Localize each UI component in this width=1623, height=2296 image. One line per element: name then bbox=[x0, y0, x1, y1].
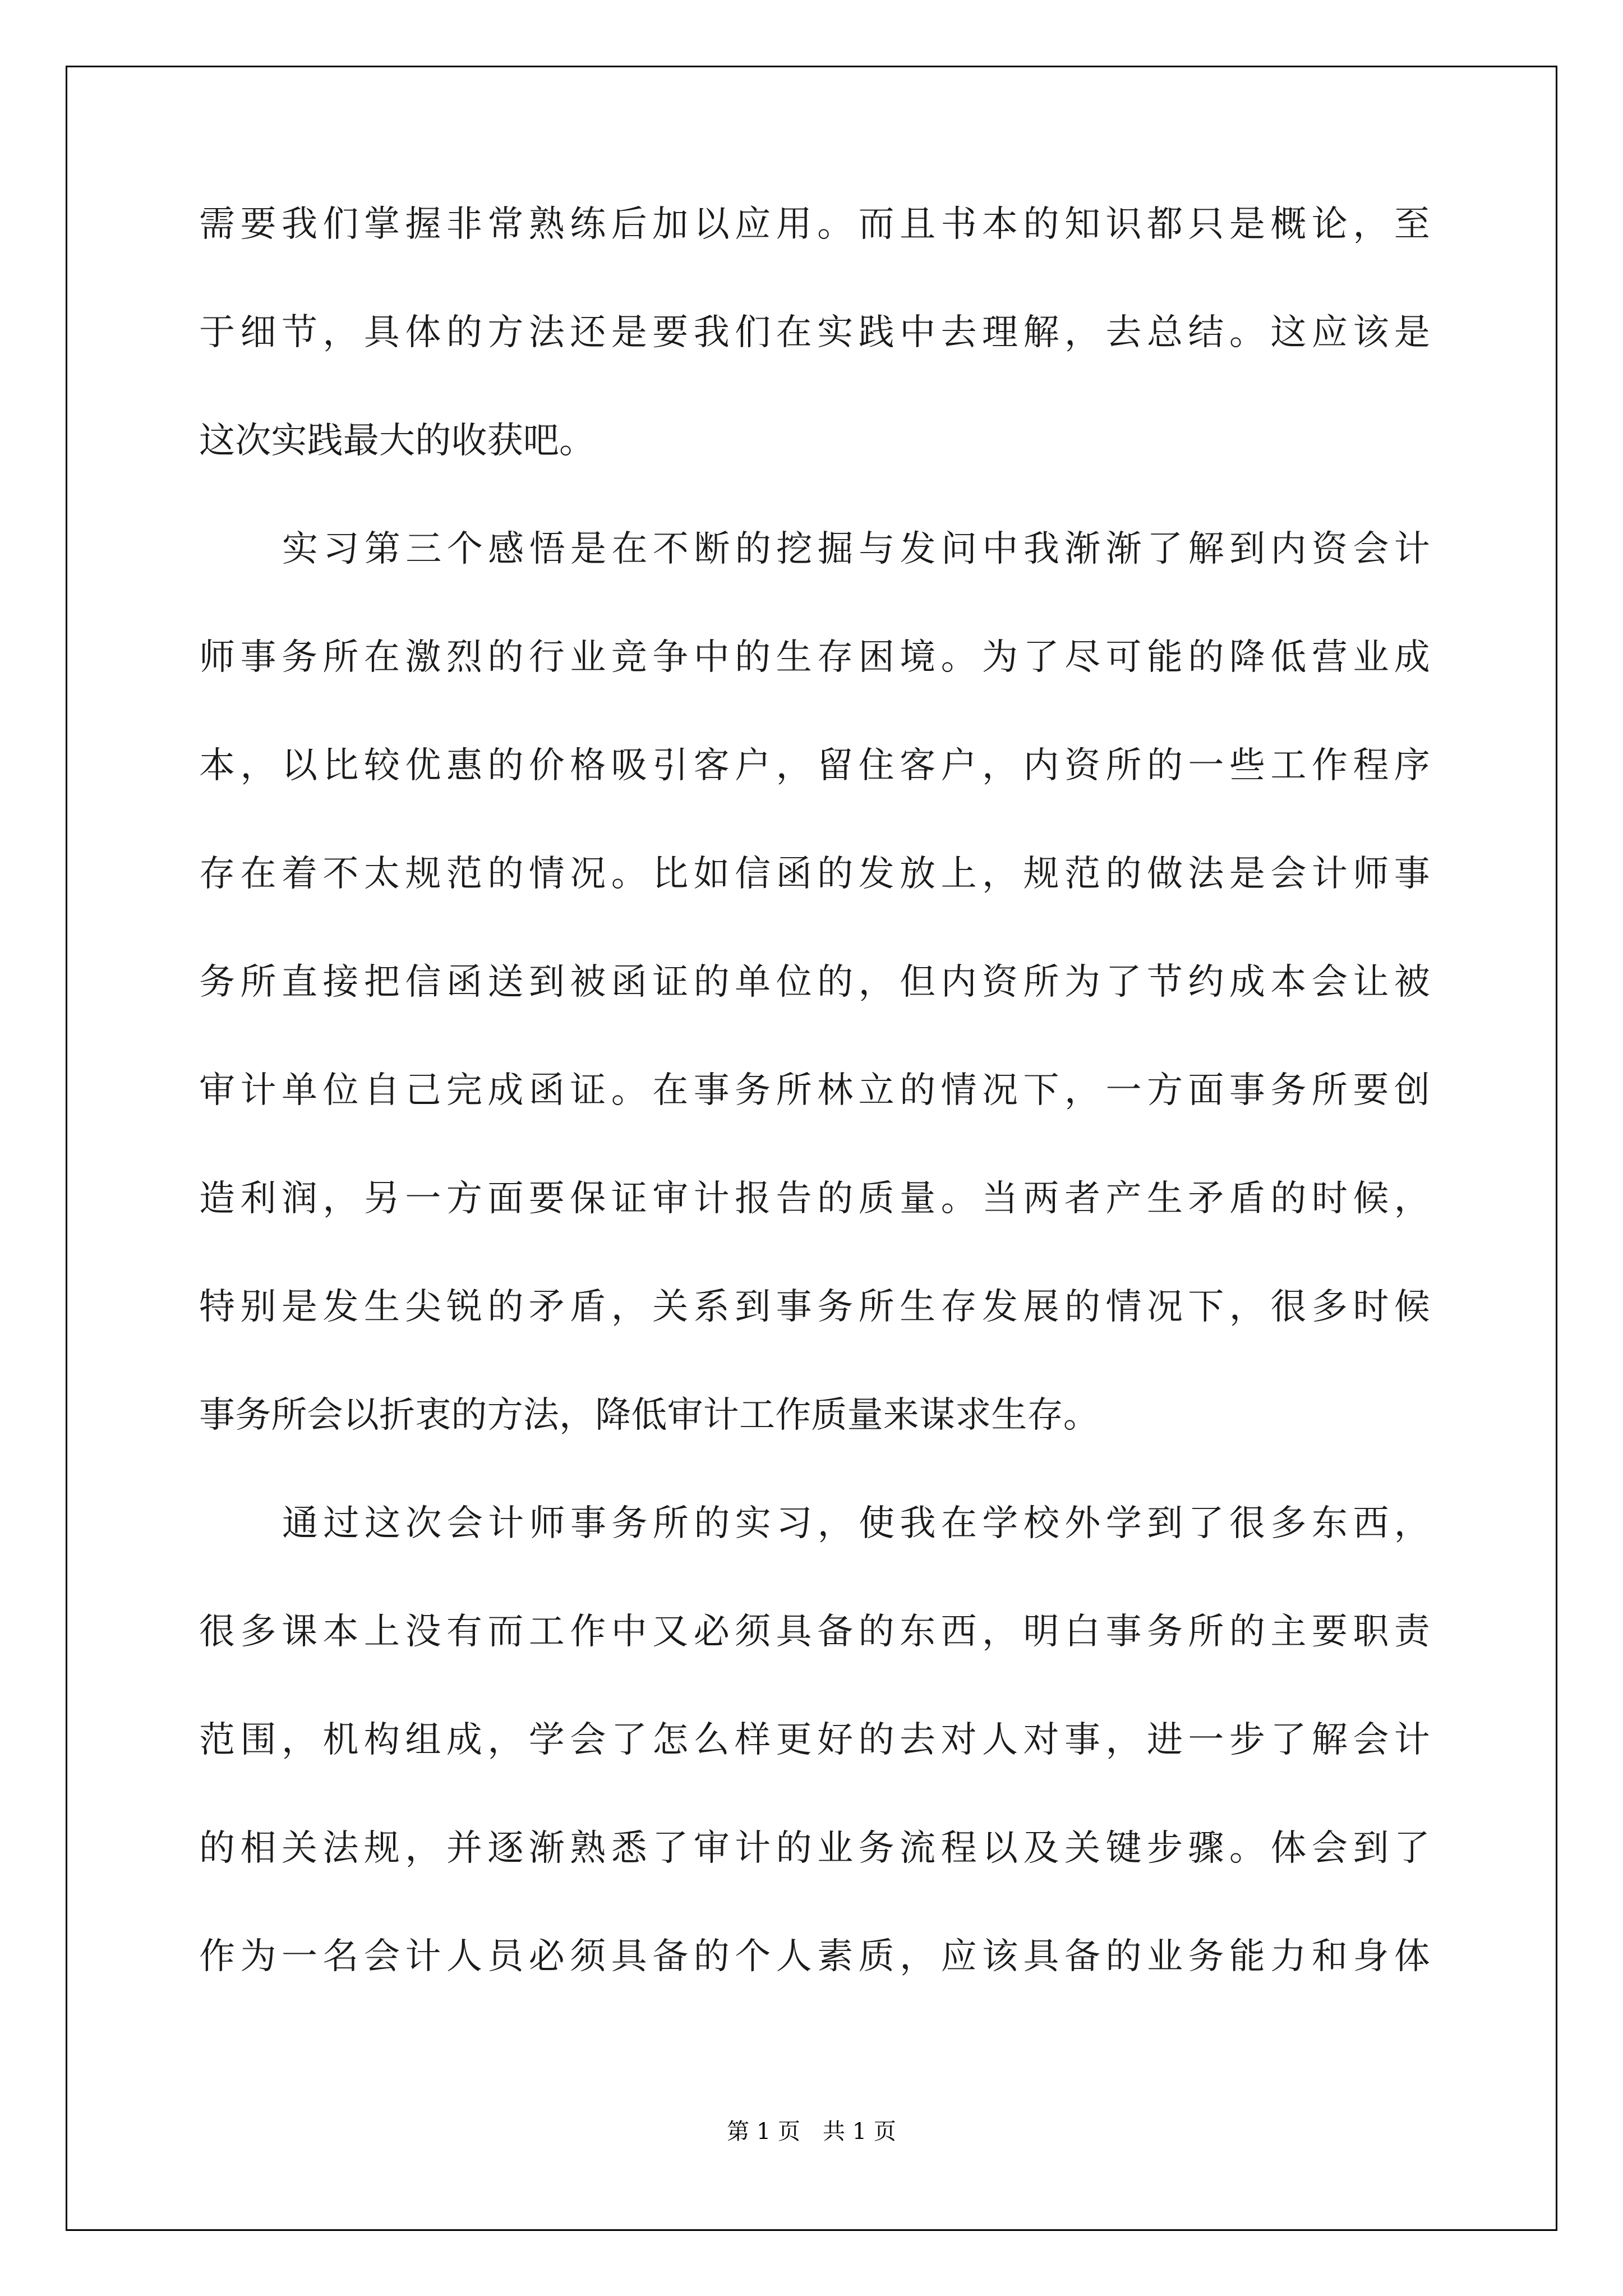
text-line: 事务所会以折衷的方法，降低审计工作质量来谋求生存。 bbox=[199, 1395, 1099, 1436]
text-line: 审计单位自己完成函证。在事务所林立的情况下，一方面事务所要创 bbox=[199, 1070, 1430, 1111]
text-line: 存在着不太规范的情况。比如信函的发放上，规范的做法是会计师事 bbox=[199, 853, 1430, 895]
text-line: 需要我们掌握非常熟练后加以应用。而且书本的知识都只是概论，至 bbox=[199, 204, 1430, 245]
document-body bbox=[199, 194, 1430, 2034]
text-line: 作为一名会计人员必须具备的个人素质，应该具备的业务能力和身体 bbox=[199, 1936, 1430, 1977]
paragraph-start-line: 实习第三个感悟是在不断的挖掘与发问中我渐渐了解到内资会计 bbox=[282, 528, 1430, 570]
page-number-footer: 第 1 页 共 1 页 bbox=[727, 2119, 896, 2145]
text-line: 范围，机构组成，学会了怎么样更好的去对人对事，进一步了解会计 bbox=[199, 1719, 1430, 1761]
text-line: 本，以比较优惠的价格吸引客户，留住客户，内资所的一些工作程序 bbox=[199, 745, 1430, 786]
text-line: 很多课本上没有而工作中又必须具备的东西，明白事务所的主要职责 bbox=[199, 1611, 1430, 1653]
text-line: 特别是发生尖锐的矛盾，关系到事务所生存发展的情况下，很多时候 bbox=[199, 1286, 1430, 1328]
text-line: 于细节，具体的方法还是要我们在实践中去理解，去总结。这应该是 bbox=[199, 312, 1430, 353]
text-line: 造利润，另一方面要保证审计报告的质量。当两者产生矛盾的时候， bbox=[199, 1178, 1430, 1220]
paragraph-start-line: 通过这次会计师事务所的实习，使我在学校外学到了很多东西， bbox=[282, 1503, 1430, 1544]
text-line: 务所直接把信函送到被函证的单位的，但内资所为了节约成本会让被 bbox=[199, 961, 1430, 1003]
text-line: 这次实践最大的收获吧。 bbox=[199, 420, 596, 462]
text-line: 的相关法规，并逐渐熟悉了审计的业务流程以及关键步骤。体会到了 bbox=[199, 1828, 1430, 1869]
text-line: 师事务所在激烈的行业竞争中的生存困境。为了尽可能的降低营业成 bbox=[199, 637, 1430, 678]
